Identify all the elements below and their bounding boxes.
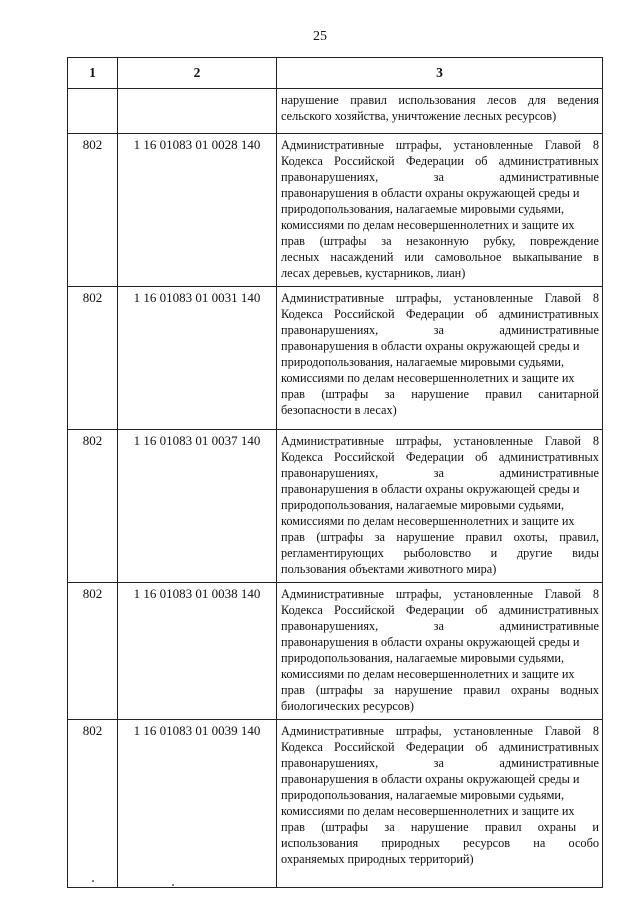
description-line: комиссиями по делам несовершеннолетних и защите их: [281, 218, 575, 232]
description-word: административных: [498, 154, 599, 168]
table-header-row: [68, 58, 603, 89]
description-line: правонарушения в области охраны окружающей среды и: [281, 635, 580, 649]
continuation-row: [68, 89, 603, 134]
description-word: об: [475, 450, 488, 464]
description-word: за: [384, 820, 395, 834]
description-line: [281, 739, 599, 755]
description-line: [281, 92, 599, 108]
table-row: [68, 430, 603, 583]
description-word: регламентирующих: [281, 546, 384, 560]
description-line: [281, 386, 599, 402]
description-word: правонарушениях,: [281, 323, 379, 337]
table-row: [68, 134, 603, 287]
description-line: [281, 322, 599, 338]
description-word: Федерации: [405, 450, 464, 464]
description-word: лесных: [281, 250, 320, 264]
description-word: виды: [572, 546, 599, 560]
description-word: административных: [498, 307, 599, 321]
description-word: административные: [499, 466, 599, 480]
description-word: установленные: [453, 138, 533, 152]
description-word: административные: [499, 170, 599, 184]
description-line: комиссиями по делам несовершеннолетних и защите их: [281, 804, 575, 818]
description-word: санитарной: [538, 387, 599, 401]
description-word: Российской: [334, 740, 395, 754]
description-word: правонарушениях,: [281, 466, 379, 480]
description-word: Кодекса: [281, 307, 323, 321]
description-line: природопользования, налагаемые мировыми судьями,: [281, 355, 565, 369]
description-word: Главой: [544, 434, 582, 448]
description-word: нарушение: [410, 820, 469, 834]
description-line: природопользования, налагаемые мировыми судьями,: [281, 498, 565, 512]
description-word: Федерации: [405, 307, 464, 321]
budget-code-cell: 1 16 01083 01 0039 140: [118, 720, 277, 888]
description-word: особо: [568, 836, 599, 850]
description-word: нарушение: [411, 387, 469, 401]
description-word: ресурсов: [463, 836, 511, 850]
description-word: Кодекса: [281, 740, 323, 754]
description-line: [281, 249, 599, 265]
description-word: правил,: [559, 530, 599, 544]
description-line: правонарушения в области охраны окружающей среды и: [281, 186, 580, 200]
description-line: правонарушения в области охраны окружающей среды и: [281, 772, 580, 786]
description-line: безопасности в лесах): [281, 403, 397, 417]
description-word: 8: [592, 587, 599, 601]
description-line: [281, 465, 599, 481]
description-word: Федерации: [405, 154, 464, 168]
admin-code-cell: 802: [68, 134, 118, 287]
description-line: сельского хозяйства, уничтожение лесных ресурсов): [281, 109, 557, 123]
description-line: [281, 290, 599, 306]
description-word: правил: [465, 530, 503, 544]
description-word: нарушение: [394, 683, 453, 697]
description-line: пользования объектами животного мира): [281, 562, 497, 576]
description-word: штрафы,: [395, 587, 442, 601]
description-word: прав: [281, 820, 305, 834]
description-word: охраны: [510, 683, 550, 697]
budget-code-cell: 1 16 01083 01 0038 140: [118, 583, 277, 720]
description-word: Главой: [544, 587, 582, 601]
description-word: правонарушениях,: [281, 619, 379, 633]
description-word: установленные: [453, 587, 533, 601]
description-word: за: [433, 170, 444, 184]
description-cell: [277, 720, 603, 888]
budget-code-cell: 1 16 01083 01 0028 140: [118, 134, 277, 287]
description-word: рыболовство: [403, 546, 471, 560]
description-word: лесов: [487, 93, 517, 107]
description-word: природных: [381, 836, 440, 850]
description-word: административные: [499, 619, 599, 633]
description-line: [281, 433, 599, 449]
description-word: ведения: [557, 93, 599, 107]
description-line: [281, 755, 599, 771]
description-line: охраняемых природных территорий): [281, 852, 474, 866]
description-word: 8: [592, 434, 599, 448]
description-word: в: [593, 250, 599, 264]
description-line: [281, 723, 599, 739]
table-row: [68, 287, 603, 430]
description-word: (штрафы: [319, 234, 367, 248]
description-word: 8: [592, 138, 599, 152]
description-word: выкапывание: [512, 250, 583, 264]
continuation-code-cell: [118, 89, 277, 134]
description-line: [281, 819, 599, 835]
description-word: самовольное: [434, 250, 502, 264]
description-word: на: [533, 836, 546, 850]
description-word: об: [475, 307, 488, 321]
description-word: об: [475, 154, 488, 168]
description-word: Административные: [281, 138, 384, 152]
description-word: Главой: [544, 138, 582, 152]
description-word: Кодекса: [281, 603, 323, 617]
description-cell: [277, 583, 603, 720]
description-word: Главой: [544, 291, 582, 305]
description-word: административные: [499, 756, 599, 770]
description-word: за: [384, 387, 395, 401]
description-line: [281, 545, 599, 561]
description-word: водных: [560, 683, 599, 697]
description-word: Российской: [334, 450, 395, 464]
description-line: природопользования, налагаемые мировыми судьями,: [281, 202, 565, 216]
scan-speck: [172, 884, 174, 886]
description-line: [281, 602, 599, 618]
description-line: [281, 586, 599, 602]
description-word: охоты,: [513, 530, 548, 544]
page-number: 25: [313, 29, 327, 44]
description-word: Административные: [281, 434, 384, 448]
description-word: Российской: [334, 603, 395, 617]
description-cell: [277, 287, 603, 430]
description-word: Кодекса: [281, 450, 323, 464]
description-word: за: [433, 466, 444, 480]
admin-code-cell: 802: [68, 583, 118, 720]
description-word: Главой: [544, 724, 582, 738]
description-line: [281, 835, 599, 851]
description-word: или: [404, 250, 424, 264]
description-word: 8: [592, 724, 599, 738]
description-line: биологических ресурсов): [281, 699, 414, 713]
description-word: (штрафы: [315, 683, 363, 697]
description-word: установленные: [453, 724, 533, 738]
description-line: [281, 306, 599, 322]
description-line: природопользования, налагаемые мировыми судьями,: [281, 788, 565, 802]
description-word: (штрафы: [321, 820, 369, 834]
description-word: незаконную: [406, 234, 469, 248]
description-word: 8: [592, 291, 599, 305]
description-word: прав: [281, 530, 305, 544]
description-word: охраны: [537, 820, 577, 834]
description-word: административных: [498, 450, 599, 464]
description-line: комиссиями по делам несовершеннолетних и защите их: [281, 371, 575, 385]
description-line: правонарушения в области охраны окружающей среды и: [281, 482, 580, 496]
description-word: использования: [398, 93, 476, 107]
description-word: Федерации: [405, 603, 464, 617]
description-word: Административные: [281, 291, 384, 305]
description-word: административных: [498, 603, 599, 617]
description-word: за: [381, 234, 392, 248]
description-word: для: [527, 93, 546, 107]
description-line: комиссиями по делам несовершеннолетних и защите их: [281, 514, 575, 528]
description-word: об: [475, 740, 488, 754]
budget-code-cell: 1 16 01083 01 0031 140: [118, 287, 277, 430]
description-word: нарушение: [396, 530, 455, 544]
admin-code-cell: 802: [68, 430, 118, 583]
description-word: нарушение: [281, 93, 339, 107]
description-word: Административные: [281, 587, 384, 601]
description-word: рубку,: [483, 234, 516, 248]
header-col-2: 2: [118, 58, 277, 89]
admin-code-cell: 802: [68, 287, 118, 430]
header-col-3: 3: [277, 58, 603, 89]
description-line: комиссиями по делам несовершеннолетних и защите их: [281, 667, 575, 681]
header-col-1: 1: [68, 58, 118, 89]
description-word: прав: [281, 387, 305, 401]
table-row: [68, 583, 603, 720]
description-word: за: [433, 619, 444, 633]
description-word: за: [433, 756, 444, 770]
table-row: [68, 720, 603, 888]
description-word: повреждение: [530, 234, 599, 248]
description-word: (штрафы: [316, 530, 364, 544]
description-line: правонарушения в области охраны окружающей среды и: [281, 339, 580, 353]
description-word: штрафы,: [395, 434, 442, 448]
description-line: [281, 618, 599, 634]
description-word: штрафы,: [395, 138, 442, 152]
continuation-num-cell: [68, 89, 118, 134]
scan-speck: [92, 880, 94, 882]
description-word: Российской: [334, 154, 395, 168]
description-word: правонарушениях,: [281, 756, 379, 770]
description-word: правил: [463, 683, 501, 697]
fines-table: [67, 57, 603, 888]
description-word: штрафы,: [395, 724, 442, 738]
description-word: другие: [516, 546, 553, 560]
description-word: правонарушениях,: [281, 170, 379, 184]
description-line: [281, 529, 599, 545]
description-word: за: [433, 323, 444, 337]
description-word: об: [475, 603, 488, 617]
description-word: использования: [281, 836, 359, 850]
description-word: правил: [485, 387, 522, 401]
description-word: штрафы,: [395, 291, 442, 305]
description-line: [281, 233, 599, 249]
description-word: за: [373, 683, 384, 697]
description-word: и: [490, 546, 498, 560]
admin-code-cell: 802: [68, 720, 118, 888]
description-word: установленные: [453, 434, 533, 448]
description-word: прав: [281, 683, 305, 697]
description-word: правил: [484, 820, 522, 834]
description-word: за: [374, 530, 386, 544]
description-cell: [277, 430, 603, 583]
description-cell: [277, 134, 603, 287]
description-word: и: [592, 820, 599, 834]
description-word: Кодекса: [281, 154, 323, 168]
description-word: Административные: [281, 724, 384, 738]
description-line: [281, 153, 599, 169]
description-word: прав: [281, 234, 305, 248]
description-word: насаждений: [330, 250, 394, 264]
description-line: лесах деревьев, кустарников, лиан): [281, 266, 466, 280]
description-line: природопользования, налагаемые мировыми судьями,: [281, 651, 565, 665]
description-line: [281, 682, 599, 698]
description-word: административные: [499, 323, 599, 337]
description-word: установленные: [453, 291, 533, 305]
continuation-description: [277, 89, 603, 134]
description-word: Федерации: [405, 740, 464, 754]
description-word: административных: [498, 740, 599, 754]
description-line: [281, 169, 599, 185]
description-line: [281, 449, 599, 465]
description-word: Российской: [334, 307, 395, 321]
budget-code-cell: 1 16 01083 01 0037 140: [118, 430, 277, 583]
description-word: (штрафы: [321, 387, 369, 401]
description-line: [281, 137, 599, 153]
description-word: правил: [350, 93, 387, 107]
